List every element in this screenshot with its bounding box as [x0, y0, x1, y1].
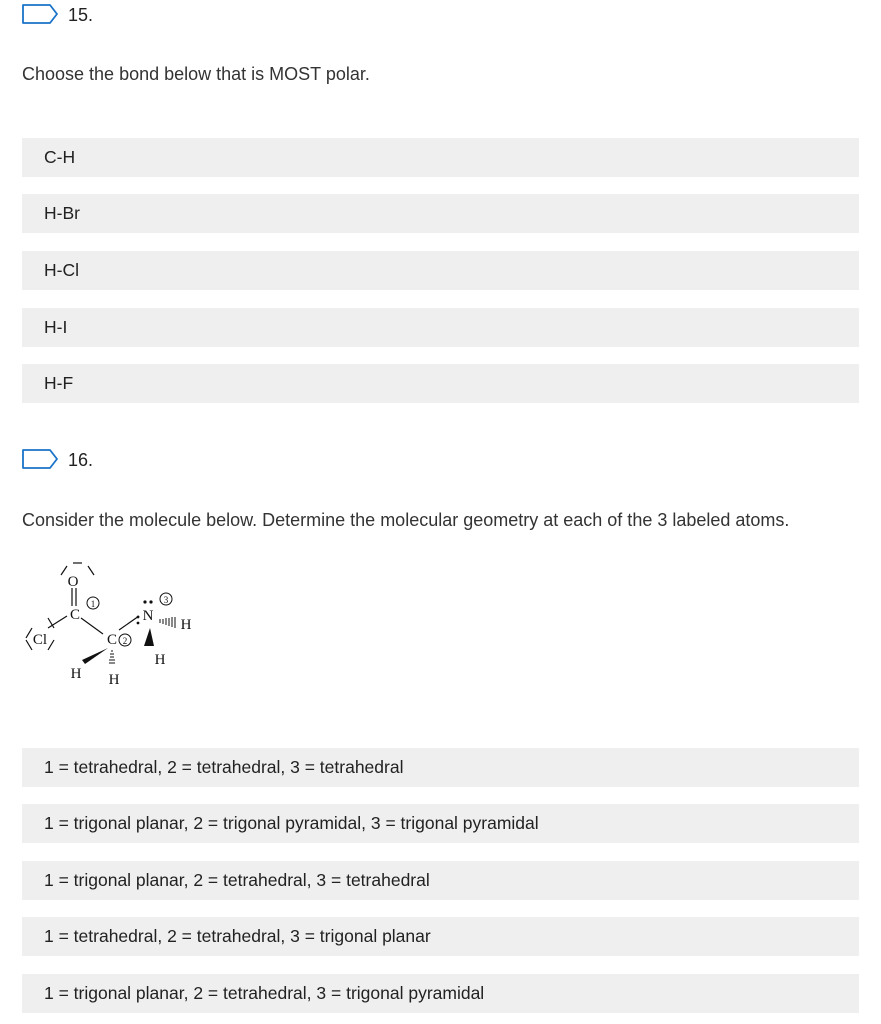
flag-icon[interactable] [22, 4, 58, 24]
answer-option[interactable]: C-H [22, 138, 859, 177]
flag-icon[interactable] [22, 449, 58, 469]
answer-option[interactable]: 1 = trigonal planar, 2 = tetrahedral, 3 = trigonal pyramidal [22, 974, 859, 1013]
hydrogen-label: H [154, 652, 166, 668]
hydrogen-label: H [70, 666, 82, 682]
position-marker-3 [160, 593, 172, 605]
position-marker-2 [119, 634, 131, 646]
position-marker-1 [87, 597, 99, 609]
answer-option[interactable]: 1 = tetrahedral, 2 = tetrahedral, 3 = trigonal planar [22, 917, 859, 956]
question-prompt: Choose the bond below that is MOST polar. [22, 64, 370, 84]
oxygen-label: O [67, 574, 79, 590]
question-number: 15. [68, 5, 94, 25]
answer-option[interactable]: H-F [22, 364, 859, 403]
answer-option[interactable]: H-Cl [22, 251, 859, 290]
chlorine-label: Cl [32, 632, 48, 648]
answer-option[interactable]: 1 = tetrahedral, 2 = tetrahedral, 3 = tetrahedral [22, 748, 859, 787]
molecule-diagram [20, 556, 220, 690]
carbon-1-label: C [69, 607, 81, 623]
svg-text:3: 3 [163, 595, 169, 605]
hydrogen-label: H [180, 617, 192, 633]
carbon-2-label: C [106, 632, 118, 648]
answer-option[interactable]: 1 = trigonal planar, 2 = tetrahedral, 3 = tetrahedral [22, 861, 859, 900]
svg-text:2: 2 [122, 636, 128, 646]
nitrogen-label: N [142, 608, 154, 624]
question-prompt: Consider the molecule below. Determine the molecular geometry at each of the 3 labeled atoms. [22, 510, 790, 530]
svg-text:1: 1 [90, 599, 96, 609]
answer-option[interactable]: H-Br [22, 194, 859, 233]
answer-option[interactable]: H-I [22, 308, 859, 347]
answer-option[interactable]: 1 = trigonal planar, 2 = trigonal pyramidal, 3 = trigonal pyramidal [22, 804, 859, 843]
hydrogen-label: H [108, 672, 120, 688]
question-number: 16. [68, 450, 94, 470]
